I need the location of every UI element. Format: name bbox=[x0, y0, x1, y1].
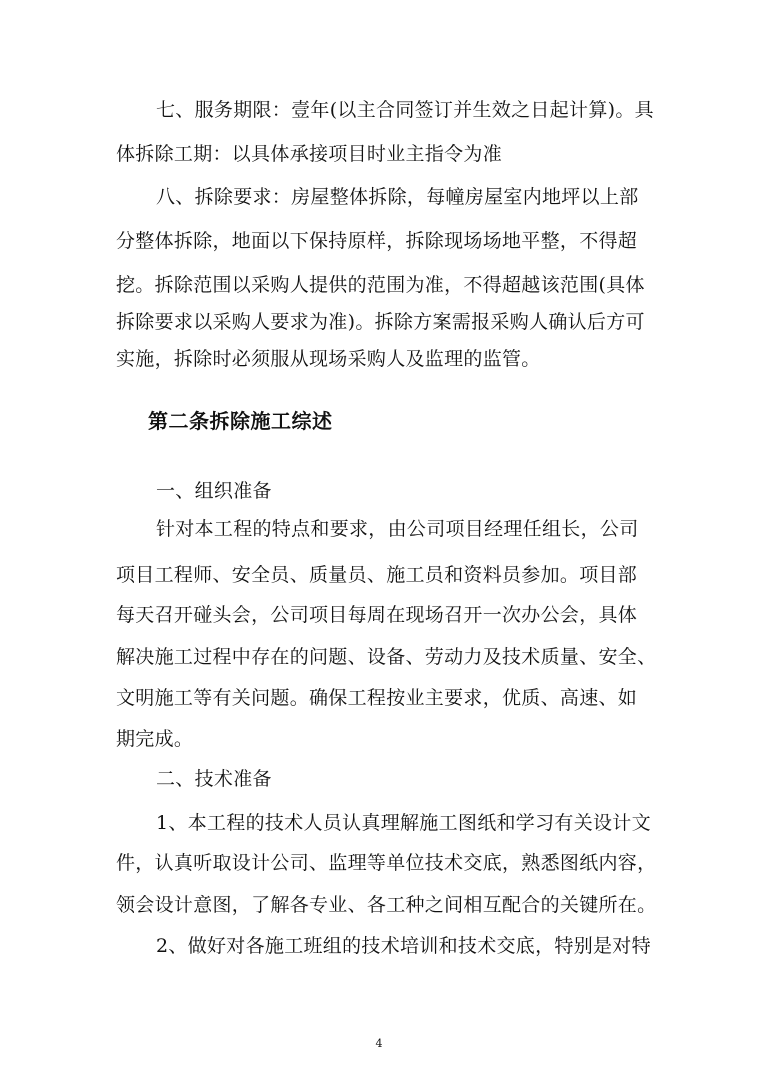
text-line: 体拆除工期：以具体承接项目时业主指令为准 bbox=[116, 143, 503, 165]
text-line: 分整体拆除，地面以下保持原样，拆除现场场地平整，不得超 bbox=[116, 230, 638, 252]
text-line: 针对本工程的特点和要求，由公司项目经理任组长，公司 bbox=[156, 518, 639, 540]
text-line: 每天召开碰头会，公司项目每周在现场召开一次办公会，具体 bbox=[116, 604, 638, 626]
text-line: 拆除要求以采购人要求为准)。拆除方案需报采购人确认后方可 bbox=[116, 311, 645, 333]
subsection-title: 一、组织准备 bbox=[156, 480, 272, 502]
page-number: 4 bbox=[375, 1037, 383, 1050]
subsection-title: 二、技术准备 bbox=[156, 768, 272, 790]
text-line: 挖。拆除范围以采购人提供的范围为准，不得超越该范围(具体 bbox=[116, 274, 645, 296]
section-heading: 第二条拆除施工综述 bbox=[148, 409, 333, 433]
text-line: 七、服务期限：壹年(以主合同签订并生效之日起计算)。具 bbox=[156, 99, 654, 121]
text-line: 期完成。 bbox=[116, 728, 194, 750]
text-line: 八、拆除要求：房屋整体拆除，每幢房屋室内地坪以上部 bbox=[156, 186, 639, 208]
text-line: 文明施工等有关问题。确保工程按业主要求，优质、高速、如 bbox=[116, 687, 638, 709]
text-line: 2、做好对各施工班组的技术培训和技术交底，特别是对特 bbox=[156, 935, 651, 957]
text-line: 件，认真听取设计公司、监理等单位技术交底，熟悉图纸内容， bbox=[116, 852, 657, 874]
text-line: 领会设计意图，了解各专业、各工种之间相互配合的关键所在。 bbox=[116, 894, 657, 916]
text-line: 解决施工过程中存在的问题、设备、劳动力及技术质量、安全、 bbox=[116, 646, 657, 668]
text-line: 实施，拆除时必须服从现场采购人及监理的监管。 bbox=[116, 348, 541, 370]
text-line: 1、本工程的技术人员认真理解施工图纸和学习有关设计文 bbox=[156, 812, 651, 834]
text-line: 项目工程师、安全员、质量员、施工员和资料员参加。项目部 bbox=[116, 564, 638, 586]
